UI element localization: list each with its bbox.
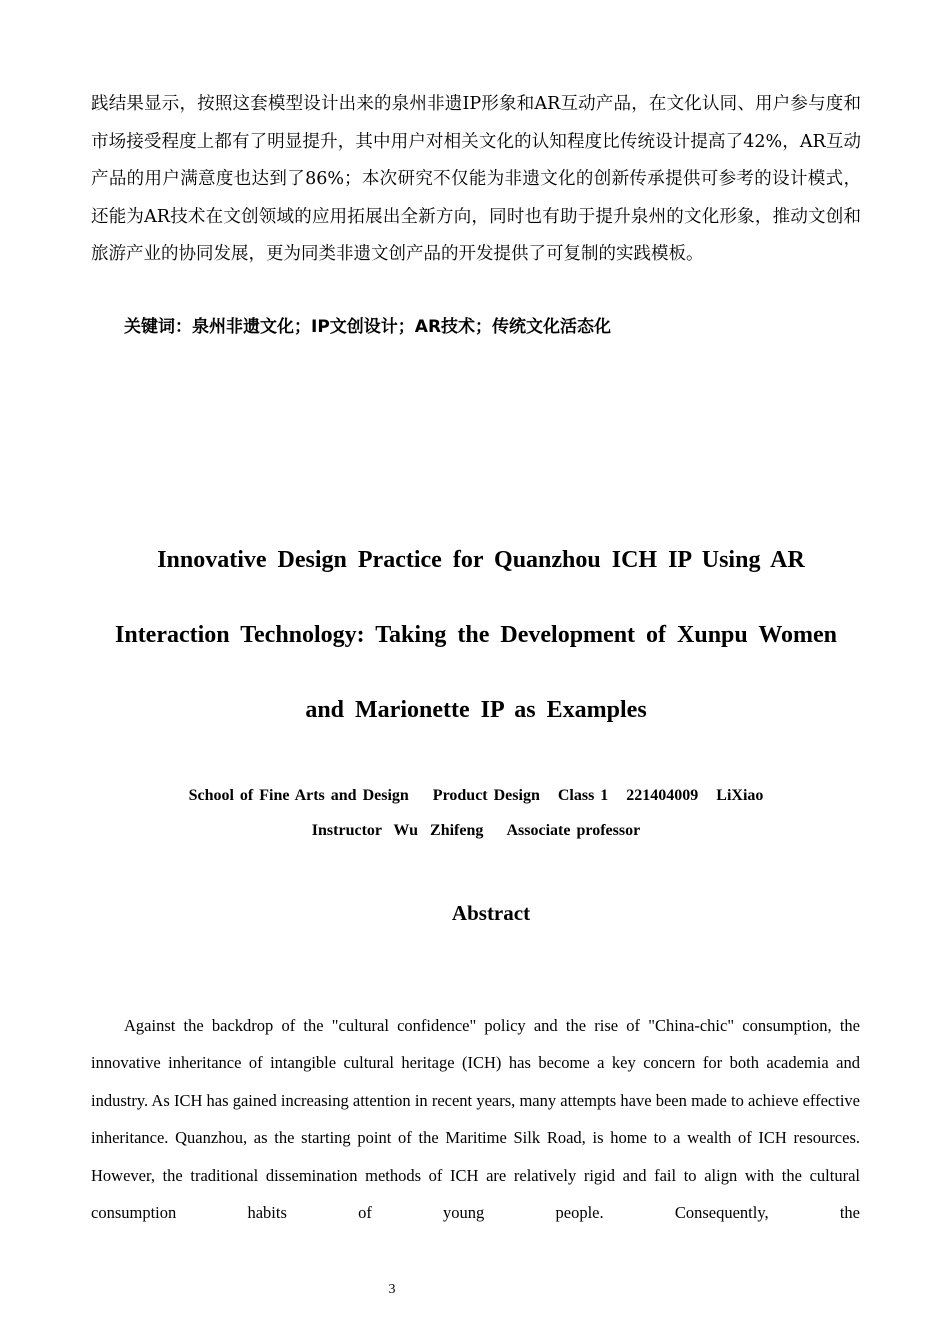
english-title-line-2: Interaction Technology: Taking the Development of Xunpu Women: [115, 622, 837, 648]
author-affiliation: School of Fine Arts and Design Product Design Class 1 221404009 LiXiao: [188, 787, 764, 804]
instructor-line: Instructor Wu Zhifeng Associate professor: [311, 822, 641, 839]
english-title-line-3: and Marionette IP as Examples: [305, 697, 647, 723]
english-title: [91, 523, 861, 748]
english-title-line-1: Innovative Design Practice for Quanzhou ICH IP Using AR: [157, 547, 805, 573]
chinese-keywords: 关键词：泉州非遗文化；IP文创设计；AR技术；传统文化活态化: [124, 317, 612, 337]
abstract-heading: Abstract: [451, 901, 531, 925]
chinese-abstract-paragraph: 践结果显示，按照这套模型设计出来的泉州非遗IP形象和AR互动产品，在文化认同、用户参与度和市场接受程度上都有了明显提升，其中用户对相关文化的认知程度比传统设计提高了42%，AR互动产品的用户满意度也达到了86%；本次研究不仅能为非遗文化的创新传承提供可参考的设计模式，还能为AR技术在文创领域的应用拓展出全新方向，同时也有助于提升泉州的文化形象，推动文创和旅游产业的协同发展，更为同类非遗文创产品的开发提供了可复制的实践模板。: [91, 94, 861, 265]
page-number: 3: [388, 1282, 396, 1297]
english-abstract-paragraph: Against the backdrop of the "cultural confidence" policy and the rise of "China-chic" consumption, the innovative inheritance of intangible cultural heritage (ICH) has become a key concern for both academia and industry. As ICH has gained increasing attention in recent years, many attempts have been made to achieve effective inheritance. Quanzhou, as the starting point of the Maritime Silk Road, is home to a wealth of ICH resources. However, the traditional dissemination methods of ICH are relatively rigid and fail to align with the cultural consumption habits of young people. Consequently, the: [91, 1016, 860, 1223]
